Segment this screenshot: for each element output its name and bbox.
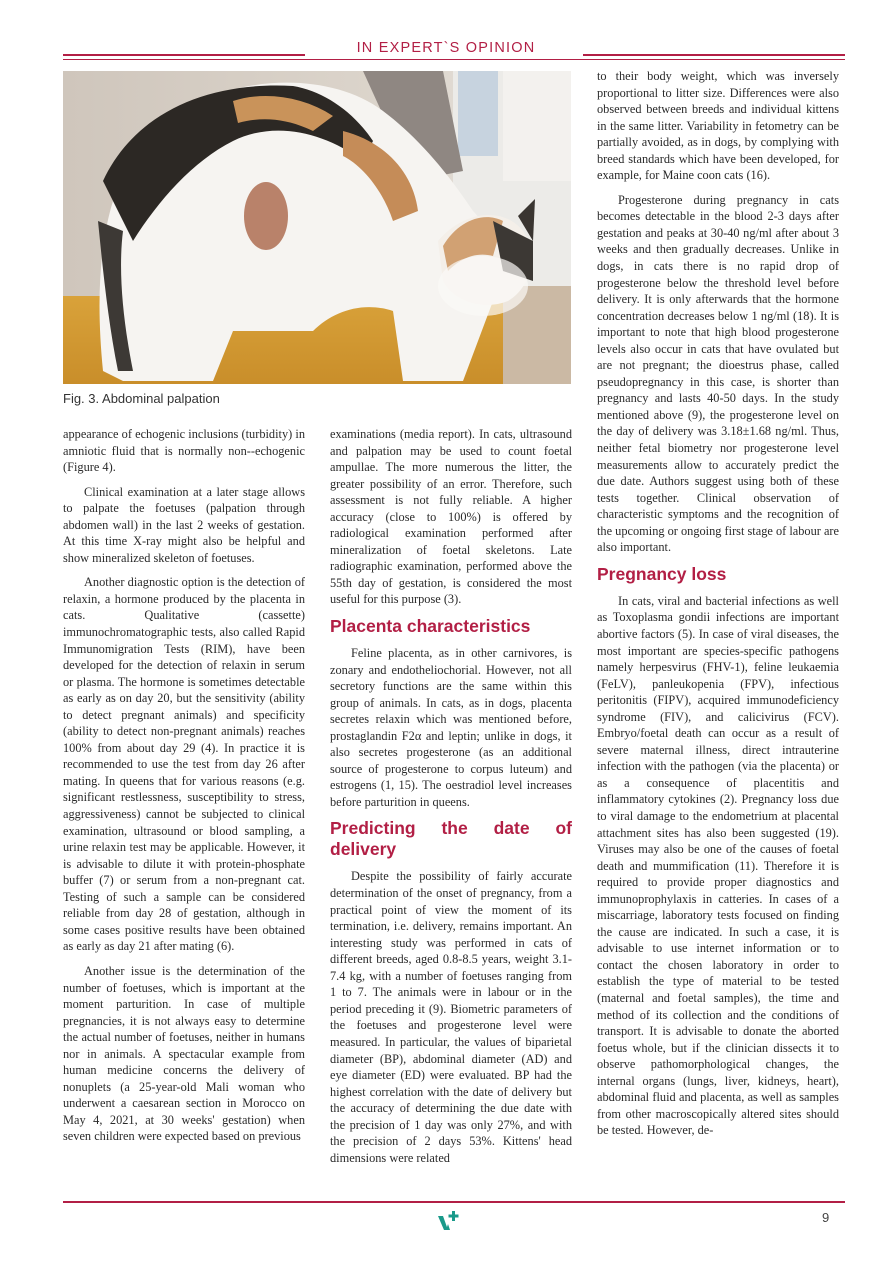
text-column-1 [63, 426, 305, 1153]
heading-placenta-characteristics: Placenta characteristics [330, 616, 531, 637]
page-number: 9 [822, 1210, 830, 1225]
cat-photo-illustration [63, 71, 571, 384]
paragraph: Another issue is the determination of the number of foetuses, which is important at the moment parturition. In case of multiple pregnancies, it is not always easy to determine the actual number of foetuses, neither in humans nor in animals. A spectacular example from human medicine concerns the delivery of nonuplets (a 25-year-old Mali woman who underwent a caesarean section in Morocco on May 4, 2021, at 30 weeks' gestation) when seven children were expected based on previous [63, 963, 305, 1144]
footer-divider [63, 1201, 845, 1203]
paragraph: Clinical examination at a later stage allows to palpate the foetuses (palpation through abdomen wall) in the last 2 weeks of gestation. At this time X-ray might also be helpful and show mineralized skeleton of foetuses. [63, 484, 305, 565]
text-column-3 [597, 68, 839, 1147]
header-divider-thin [63, 59, 845, 60]
paragraph: In cats, viral and bacterial infections as well as Toxoplasma gondii infections are important abortive factors (5). In case of viral diseases, the most important are species-specific pathogens namely herpesvirus (FHV-1), feline leukaemia (FeLV), panleukopenia (FPV), infectious peritonitis (FIPV), acquired immunodeficiency syndrome (FIV), and calicivirus (FCV). Embryo/foetal death can occur as a result of severe maternal illness, direct intrauterine infection with the pathogen (via the placenta) or as a consequence of placentitis and inflammatory cytokines (2). Pregnancy loss due to viral damage to the endometrium at placental attachment sites has also been suggested (19). Viruses may also be one of the causes of foetal death and mummification (11). Therefore it is required to provide proper diagnostics and immunoprophylaxis in catteries. In cases of a miscarriage, laboratory tests focused on finding the cause are indicated. In such a case, it is advisable to use internet information or to contact the chosen laboratory in order to establish the type of material to be tested (maternal and foetal samples), the time and method of its collection and the conditions of transport. It is advisable to donate the aborted foetus whole, but if the clinician dissects it to observe pathomorphological changes, the internal organs (lungs, liver, kidneys, heart), abdominal fluid and placenta, as well as samples from other macroscopically altered sites should be tested. However, de- [597, 593, 839, 1138]
figure-photo-abdominal-palpation [63, 71, 571, 384]
heading-pregnancy-loss: Pregnancy loss [597, 563, 727, 584]
header-divider-left [63, 54, 305, 56]
header-divider-right [583, 54, 845, 56]
heading-predicting-delivery: Predicting the date of delivery [330, 818, 572, 860]
text-column-2 [330, 426, 572, 1174]
paragraph: examinations (media report). In cats, ultrasound and palpation may be used to count foetal ampullae. The more numerous the litter, the greater possibility of an error. Therefore, such assessment is not fully reliable. A higher accuracy (close to 100%) is offered by radiological examination performed after mineralization of foetal skeletons. Late radiographic examination, performed above the 55th day of gestation, is considered the most useful for this purpose (3). [330, 427, 572, 607]
paragraph: Despite the possibility of fairly accurate determination of the onset of pregnancy, from a practical point of view the moment of its termination, i.e. delivery, remains important. An interesting study was performed in cats of different breeds, aged 0.8-8.5 years, weight 3.1-7.4 kg, with a number of foetuses ranging from 1 to 7. The animals were in labour or in the period preceding it (9). Biometric parameters of the foetuses and progesterone level were measured. In particular, the values of biparietal diameter (BP), abdominal diameter (AD) and eye diameter (ED) were evaluated. BP had the highest correlation with the date of delivery but the accuracy of determining the due date with the precision of 1 day was only 27%, and with the precision of 2 days 53%. Kittens' head dimensions were related [330, 869, 572, 1165]
paragraph: Another diagnostic option is the detection of relaxin, a hormone produced by the placenta in cats. Qualitative (cassette) immunochromatographic tests, also called Rapid Immunomigration Tests (RIM), have been developed for the detection of relaxin in serum or plasma. The hormone is sometimes detectable as early as on day 20, but the sensitivity (ability to detect pregnant animals) and specificity (ability to detect non-pregnant animals) reaches 100% from about day 29 (4). In practice it is recommended to use the test from day 26 after mating. In queens that for various reasons (e.g. significant restlessness, susceptibility to stress, aggressiveness) cannot be subjected to clinical examination, ultrasound or blood sampling, a urine relaxin test may be applicable. However, it is advisable to dilute it with protein-phosphate buffer (7) or serum from a non-pregnant cat. Testing of such a sample can be considered reliable from day 28 of gestation, although in some cases positive results have been obtained as early as day 21 after mating (6). [63, 575, 305, 954]
section-title: IN EXPERT`S OPINION [356, 40, 536, 56]
paragraph: to their body weight, which was inversely proportional to litter size. Differences were also observed between breeds and individual kittens in the same litter. Variability in fetometry can be partially avoided, as in dogs, by complying with breed standards which have been developed, for example, for Maine coon cats (16). [597, 69, 839, 183]
paragraph: Progesterone during pregnancy in cats becomes detectable in the blood 2-3 days after gestation and peaks at 30-40 ng/ml after about 3 weeks and then gradually decreases. Unlike in dogs, in cats there is no rapid drop of progesterone below the threshold level before delivery. It is only afterwards that the hormone concentration decreases below 1 ng/ml (18). It is important to note that high blood progesterone levels also occur in cats that have ovulated but are not pregnant; the dioestrus phase, called pseudopregnancy in this case, is shorter than pregnancy and lasts 40-50 days. In the study mentioned above (9), the progesterone level on the day of delivery was 3.18±1.68 ng/ml. Thus, neither fetal biometry nor progesterone level measurements allow to accurately predict the due date. Authors suggest using both of these tests together. Clinical observation of characteristic symptoms and the recognition of the upcoming or ongoing first stage of labour are also important. [597, 192, 840, 555]
paragraph: appearance of echogenic inclusions (turbidity) in amniotic fluid that is normally non--echogenic (Figure 4). [63, 427, 305, 475]
v-plus-logo-icon [436, 1210, 462, 1232]
paragraph: Feline placenta, as in other carnivores, is zonary and endotheliochorial. However, not all secretory functions are the same within this group of animals. In cats, as in dogs, placenta secretes relaxin which was mentioned before, prostaglandin F2α and leptin; unlike in dogs, it also secretes progesterone (as an additional source of progesterone to corpus luteum) and estrogens (1, 15). The oestradiol level increases before parturition in queens. [330, 646, 572, 809]
figure-caption: Fig. 3. Abdominal palpation [63, 391, 220, 406]
